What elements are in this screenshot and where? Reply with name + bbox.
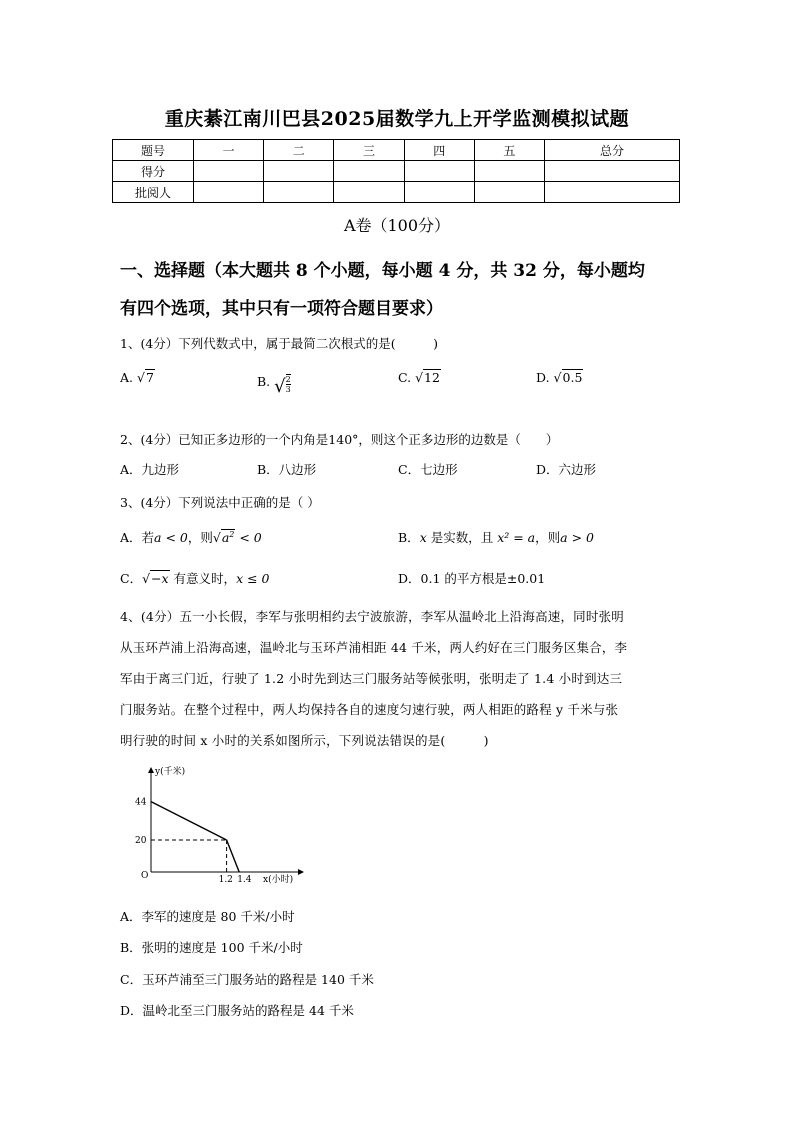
q1-option-d — [536, 370, 583, 385]
numerator: 2 — [285, 375, 291, 384]
score-table-header — [113, 140, 680, 161]
option-text: C． — [120, 571, 143, 586]
table-cell[interactable] — [474, 161, 544, 182]
option-label: B. — [257, 374, 271, 389]
table-cell: 总分 — [545, 140, 680, 161]
q4-option-a: A．李军的速度是 80 千米/小时 — [120, 909, 295, 924]
q2-option-d: D．六边形 — [536, 462, 597, 477]
sqrt-icon: √ — [212, 530, 221, 545]
section-heading-line2: 有四个选项，其中只有一项符合题目要求） — [120, 299, 443, 319]
radicand — [221, 529, 236, 545]
option-text: ，则 — [187, 530, 213, 545]
radicand: −x — [151, 571, 169, 586]
q3-option-d: D．0.1 的平方根是±0.01 — [398, 571, 546, 586]
table-cell[interactable] — [404, 182, 474, 203]
option-text: B． — [398, 530, 420, 545]
table-cell: 一 — [194, 140, 264, 161]
q4-line-5: 明行驶的时间 x 小时的关系如图所示，下列说法错误的是( ) — [120, 733, 489, 748]
sqrt-icon: √ — [415, 370, 424, 385]
exponent: 2 — [229, 529, 235, 539]
sqrt-icon: √ — [553, 370, 562, 385]
table-cell[interactable] — [194, 161, 264, 182]
x-tick-label: 1.4 — [237, 875, 252, 885]
radicand: 12 — [424, 370, 440, 385]
q1-option-a — [120, 370, 155, 385]
q3-option-a — [120, 528, 262, 546]
table-cell: 批阅人 — [113, 182, 194, 203]
table-cell[interactable] — [264, 161, 334, 182]
table-row — [113, 182, 680, 203]
math-var: x — [419, 530, 427, 545]
math-expr: x² = a — [497, 530, 536, 545]
table-cell[interactable] — [264, 182, 334, 203]
q1-option-c — [398, 370, 441, 385]
table-cell: 得分 — [113, 161, 194, 182]
q2-option-c: C．七边形 — [398, 462, 458, 477]
math-expr: a < 0 — [154, 530, 188, 545]
option-text: A．若 — [120, 530, 155, 545]
fraction — [286, 374, 291, 394]
x-tick-label: 1.2 — [218, 875, 233, 885]
table-cell[interactable] — [545, 182, 680, 203]
sqrt-icon: √ — [142, 571, 151, 586]
table-cell[interactable] — [194, 182, 264, 203]
option-label: A. — [120, 370, 134, 385]
table-cell[interactable] — [474, 182, 544, 203]
table-cell[interactable] — [334, 161, 404, 182]
q4-option-d: D．温岭北至三门服务站的路程是 44 千米 — [120, 1003, 354, 1018]
table-cell: 题号 — [113, 140, 194, 161]
math-expr: < 0 — [235, 530, 262, 545]
q3-option-c — [120, 569, 270, 587]
table-cell: 三 — [334, 140, 404, 161]
q2-option-a: A．九边形 — [120, 462, 180, 477]
q2-option-b: B．八边形 — [257, 462, 317, 477]
distance-time-chart — [125, 760, 310, 895]
origin-label: O — [141, 871, 149, 881]
q4-line-4: 门服务站。在整个过程中，两人均保持各自的速度匀速行驶，两人相距的路程 y 千米与张 — [120, 702, 619, 717]
table-cell[interactable] — [334, 182, 404, 203]
option-text: 是实数，且 — [426, 530, 498, 545]
q4-line-2: 从玉环芦浦上沿海高速，温岭北与玉环芦浦相距 44 千米，两人约好在三门服务区集合，李 — [120, 640, 628, 655]
option-text: 有意义时， — [169, 571, 237, 586]
q4-line-3: 军由于离三门近，行驶了 1.2 小时先到达三门服务站等候张明，张明走了 1.4 小时到达三 — [120, 671, 623, 686]
q4-line-1: 4、(4分）五一小长假，李军与张明相约去宁波旅游，李军从温岭北上沿海高速，同时张明 — [120, 609, 624, 624]
table-cell: 五 — [474, 140, 544, 161]
volume-heading: A卷（100分） — [343, 216, 451, 235]
q4-option-b: B．张明的速度是 100 千米/小时 — [120, 940, 303, 955]
sqrt-icon: √ — [137, 370, 145, 385]
score-table — [112, 139, 680, 203]
option-text: ，则 — [535, 530, 561, 545]
question-2-stem: 2、(4分）已知正多边形的一个内角是140°，则这个正多边形的边数是（ ） — [120, 432, 559, 447]
series-segment — [227, 840, 240, 872]
question-3-stem: 3、(4分）下列说法中正确的是（ ） — [120, 495, 320, 510]
math-expr: a > 0 — [560, 530, 594, 545]
radicand: 7 — [145, 370, 154, 385]
radicand: 0.5 — [562, 370, 583, 385]
table-cell: 二 — [264, 140, 334, 161]
option-label: D. — [536, 370, 550, 385]
y-tick-label: 44 — [135, 797, 147, 808]
table-cell[interactable] — [545, 161, 680, 182]
question-1-stem: 1、(4分）下列代数式中，属于最简二次根式的是( ) — [120, 336, 439, 351]
q3-option-b — [398, 528, 594, 546]
section-heading-line1: 一、选择题（本大题共 8 个小题，每小题 4 分，共 32 分，每小题均 — [120, 261, 645, 281]
option-label: C. — [398, 370, 412, 385]
series-segment — [151, 802, 227, 840]
page-title: 重庆綦江南川巴县2025届数学九上开学监测模拟试题 — [164, 108, 630, 130]
table-row — [113, 161, 680, 182]
q4-option-c: C．玉环芦浦至三门服务站的路程是 140 千米 — [120, 972, 374, 987]
sqrt-icon: √ — [274, 376, 286, 397]
x-axis-label: x(小时) — [263, 875, 294, 885]
q1-option-b — [257, 370, 291, 397]
table-cell[interactable] — [404, 161, 474, 182]
y-tick-label: 20 — [135, 836, 147, 846]
math-expr: x ≤ 0 — [236, 571, 270, 586]
math-var: a — [221, 530, 230, 545]
denominator: 3 — [285, 385, 291, 394]
y-axis-label: y(千米) — [155, 767, 186, 777]
table-cell: 四 — [404, 140, 474, 161]
